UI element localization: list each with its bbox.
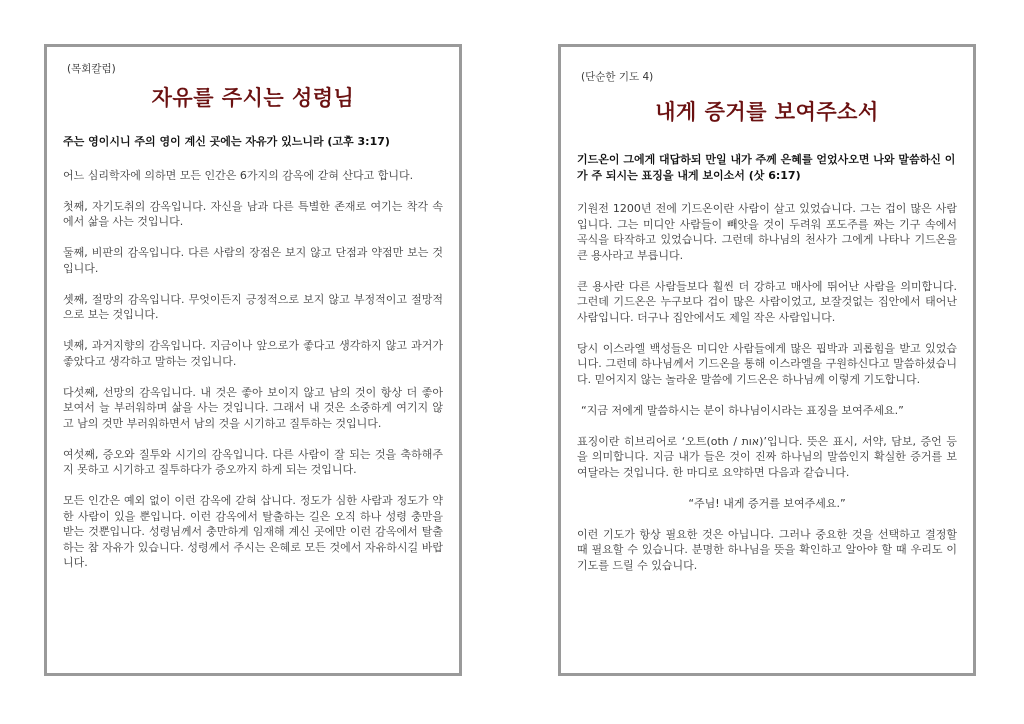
left-page-label: (목회칼럼) — [67, 63, 116, 75]
left-paragraph-7: 여섯째, 증오와 질투와 시기의 감옥입니다. 다른 사람이 잘 되는 것을 축하해주지 못하고 시기하고 질투하다가 증오까지 하게 되는 것입니다. — [63, 447, 443, 476]
right-paragraph-4: 표징이란 히브리어로 ‘오트(oth / אות)’입니다. 뜻은 표시, 서약, 담보, 증언 등을 의미합니다. 지금 내가 들은 것이 진짜 하나님의 말씀인지 확실한 증거를 보여달라는 것입니다. 한 마디로 요약하면 다음과 같습니다. — [577, 434, 957, 479]
left-paragraph-1: 어느 심리학자에 의하면 모든 인간은 6가지의 감옥에 갇혀 산다고 합니다. — [63, 168, 414, 182]
left-paragraph-6: 다섯째, 선망의 감옥입니다. 내 것은 좋아 보이지 않고 남의 것이 항상 더 좋아 보여서 늘 부러워하며 삶을 사는 것입니다. 그래서 내 것은 소중하게 여기지 않고 남의 것만 부러워하면서 남의 것을 시기하고 질투하는 것입니다. — [63, 385, 443, 430]
left-paragraph-8: 모든 인간은 예외 없이 이런 감옥에 갇혀 삽니다. 정도가 심한 사람과 정도가 약한 사람이 있을 뿐입니다. 이런 감옥에서 탈출하는 길은 오직 하나 성령 충만을 받는 것뿐입니다. 성령님께서 충만하게 임재해 계신 곳에만 이런 감옥에서 탈출하는 참 자유가 있습니다. 성령께서 주시는 은혜로 모든 것에서 자유하시길 바랍니다. — [63, 494, 443, 569]
right-page-label: (단순한 기도 4) — [581, 71, 654, 83]
right-paragraph-2: 큰 용사란 다른 사람들보다 훨씬 더 강하고 매사에 뛰어난 사람을 의미합니다. 그런데 기드온은 누구보다 겁이 많은 사람이었고, 보잘것없는 집안에서 태어난 사람입니다. 더구나 집안에서도 제일 작은 사람입니다. — [577, 279, 957, 324]
left-paragraph-2: 첫째, 자기도취의 감옥입니다. 자신을 남과 다른 특별한 존재로 여기는 착각 속에서 삶을 사는 것입니다. — [63, 199, 443, 228]
right-quote-1: “지금 저에게 말씀하시는 분이 하나님이시라는 표징을 보여주세요.” — [581, 403, 904, 417]
right-paragraph-5: 이런 기도가 항상 필요한 것은 아닙니다. 그러나 중요한 것을 선택하고 결정할 때 필요할 수 있습니다. 분명한 하나님을 뜻을 확인하고 알아야 할 때 우리도 이 기도를 드릴 수 있습니다. — [577, 527, 957, 572]
left-paragraph-4: 셋째, 절망의 감옥입니다. 무엇이든지 긍정적으로 보지 않고 부정적이고 절망적으로 보는 것입니다. — [63, 292, 443, 321]
right-page — [558, 44, 976, 676]
right-page-title: 내게 증거를 보여주소서 — [655, 100, 879, 124]
left-page-title: 자유를 주시는 성령님 — [151, 86, 355, 110]
right-paragraph-3: 당시 이스라엘 백성들은 미디안 사람들에게 많은 핍박과 괴롭힘을 받고 있었습니다. 그런데 하나님께서 기드온을 통해 이스라엘을 구원하신다고 말씀하셨습니다. 믿어지지 않는 놀라운 말씀에 기드온은 하나님께 이렇게 기도합니다. — [577, 341, 957, 386]
right-paragraph-1: 기원전 1200년 전에 기드온이란 사람이 살고 있었습니다. 그는 겁이 많은 사람입니다. 그는 미디안 사람들이 빼앗을 것이 두려워 포도주를 짜는 기구 속에서 곡식을 타작하고 있었습니다. 그런데 하나님의 천사가 그에게 나타나 기드온을 큰 용사라고 부릅니다. — [577, 202, 957, 262]
left-paragraph-5: 넷째, 과거지향의 감옥입니다. 지금이나 앞으로가 좋다고 생각하지 않고 과거가 좋았다고 생각하고 말하는 것입니다. — [63, 339, 443, 368]
left-page — [44, 44, 462, 676]
left-page-verse: 주는 영이시니 주의 영이 계신 곳에는 자유가 있느니라 (고후 3:17) — [63, 135, 390, 148]
right-quote-2: “주님! 내게 증거를 보여주세요.” — [688, 496, 846, 510]
left-paragraph-3: 둘째, 비판의 감옥입니다. 다른 사람의 장점은 보지 않고 단점과 약점만 보는 것입니다. — [63, 246, 443, 275]
right-page-verse: 기드온이 그에게 대답하되 만일 내가 주께 은혜를 얻었사오면 나와 말씀하신 이가 주 되시는 표징을 내게 보이소서 (삿 6:17) — [577, 153, 956, 182]
